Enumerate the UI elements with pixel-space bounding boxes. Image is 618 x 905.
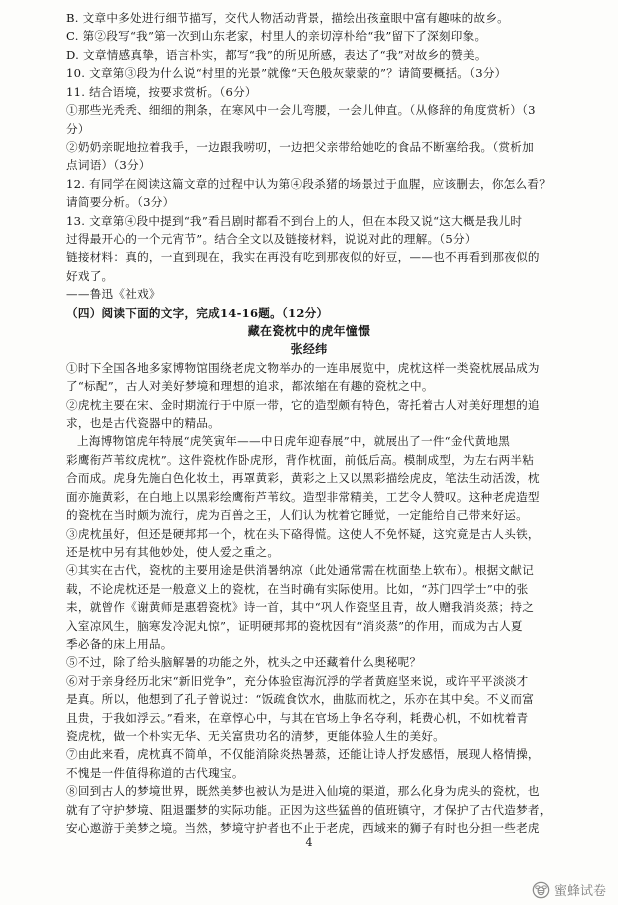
- text-line: 请简要分析。（3分）: [66, 195, 175, 210]
- text-line: 过得最开心的一个元宵节”。结合全文以及链接材料，说说对此的理解。（5分）: [66, 231, 477, 246]
- text-line: ①时下全国各地多家博物馆围绕老虎文物举办的一连串展览中，虎枕这样一类瓷枕展品成为: [66, 360, 540, 375]
- text-line: ②虎枕主要在宋、金时期流行于中原一带，它的造型颇有特色，寄托着古人对美好理想的追: [66, 397, 540, 412]
- text-line: 彩鹰衔芦苇纹虎枕”。这件瓷枕作卧虎形，背作枕面，前低后高。模制成型，为左右两半粘: [66, 452, 535, 467]
- text-line: B. 文章中多处进行细节描写，交代人物活动背景，描绘出孩童眼中富有趣味的故乡。: [66, 11, 510, 25]
- text-line: 面亦施黄彩，在白地上以黑彩绘鹰衔芦苇纹。造型非常精美，工艺令人赞叹。这种老虎造型: [66, 489, 540, 504]
- watermark-text: 蜜蜂试卷: [553, 884, 606, 899]
- text-line: （四）阅读下面的文字，完成14-16题。（12分）: [66, 305, 329, 320]
- text-line: 13. 文章第④段中提到“我”看吕剧时都看不到台上的人，但在本段又说“这大概是我儿时: [66, 213, 523, 228]
- text-line: ⑧回到古人的梦境世界，既然美梦也被认为是进入仙境的渠道，那么化身为虎头的瓷枕，也: [66, 784, 540, 799]
- text-line: ③虎枕虽好，但还是硬邦邦一个，枕在头下硌得慌。这使人不免怀疑，这究竟是古人头铁，: [66, 526, 540, 541]
- text-line: D. 文章情感真挚，语言朴实，都写“我”的所见所感，表达了“我”对故乡的赞美。: [66, 47, 487, 62]
- text-line: 还是枕中另有其他妙处，使人爱之重之。: [66, 544, 280, 559]
- text-line: ④其实在古代，瓷枕的主要用途是供消暑纳凉（此处通常需在枕面垫上软布）。根据文献记: [66, 563, 534, 578]
- text-line: 载，不论虎枕还是一般意义上的瓷枕，在当时确有实际使用。比如，“苏门四学士”中的张: [66, 581, 529, 596]
- text-line: 张经纬: [290, 342, 328, 357]
- text-line: 的瓷枕在当时颇为流行，虎为百兽之王，人们认为枕着它睡觉，一定能给自己带来好运。: [66, 508, 528, 522]
- text-line: 瓷虎枕，做一个朴实无华、无关富贵功名的清梦，更能体验人生的美好。: [66, 729, 446, 743]
- text-line: ⑥对于亲身经历北宋“新旧党争”，充分体验宦海沉浮的学者黄庭坚来说，或许平平淡淡才: [66, 673, 529, 688]
- text-line: 了“标配”，古人对美好梦境和理想的追求，都浓缩在有趣的瓷枕之中。: [66, 379, 434, 394]
- text-line: C. 第②段写“我”第一次到山东老家，村里人的亲切淳朴给“我”留下了深刻印象。: [66, 29, 487, 44]
- text-line: 耒，就曾作《谢黄师是惠碧瓷枕》诗一首，其中“巩人作瓷坚且青，故人赠我消炎蒸；持之: [66, 600, 535, 615]
- text-line: 藏在瓷枕中的虎年憧憬: [247, 324, 371, 338]
- text-line: 安心遨游于美梦之境。当然，梦境守护者也不止于老虎，西域来的狮子有时也分担一些老虎: [66, 821, 540, 835]
- text-line: 季必备的床上用品。: [66, 636, 173, 651]
- text-line: 是真。所以，他想到了孔子曾说过：“饭疏食饮水，曲肱而枕之，乐亦在其中矣。不义而富: [66, 692, 535, 707]
- text-line: ②奶奶亲昵地拉着我手，一边跟我唠叨，一边把父亲带给她吃的食品不断塞给我。（赏析加: [66, 139, 534, 154]
- text-line: 链接材料：真的，一直到现在，我实在再没有吃到那夜似的好豆，——也不再看到那夜似的: [66, 250, 540, 265]
- text-line: 点词语）（3分）: [66, 158, 151, 173]
- text-line: ⑦由此来看，虎枕真不简单，不仅能消除炎热暑蒸，还能让诗人抒发感悟，展现人格情操，: [66, 747, 540, 762]
- text-line: ⑤不过，除了给头脑解暑的功能之外，枕头之中还藏着什么奥秘呢？: [66, 655, 422, 670]
- text-line: ——鲁迅《社戏》: [66, 287, 161, 302]
- text-line: 分）: [66, 121, 90, 136]
- text-line: 合而成。虎身先施白色化妆土，再罩黄彩，黄彩之上又以黑彩描绘虎皮，笔法生动活泼，枕: [66, 471, 540, 486]
- text-line: 且贵，于我如浮云。”看来，在章惇心中，与其在官场上争名夺利，耗费心机，不如枕着青: [66, 710, 529, 725]
- text-line: ①那些光秃秃、细细的荆条，在寒风中一会儿弯腰，一会儿伸直。（从修辞的角度赏析）（3: [66, 103, 536, 117]
- watermark: [532, 880, 606, 899]
- text-line: 不愧是一件值得称道的古代瑰宝。: [66, 765, 244, 780]
- bee-logo-icon: [532, 881, 550, 899]
- text-line: 就有了守护梦境、阻退噩梦的实际功能。正因为这些猛兽的值班镇守，才保护了古代造梦者，: [66, 802, 552, 817]
- text-line: 11. 结合语境，按要求赏析。（6分）: [66, 84, 257, 99]
- text-line: 好戏了。: [66, 268, 114, 283]
- text-line: 上海博物馆虎年特展“虎笑寅年——中日虎年迎春展”中，就展出了一件“金代黄地黑: [77, 434, 511, 449]
- text-line: 入室凉风生，脑寒发冷泥丸惊”，证明硬邦邦的瓷枕因有“消炎蒸”的作用，而成为古人夏: [66, 618, 523, 633]
- page-number: 4: [305, 836, 313, 849]
- text-line: 求，也是古代瓷器中的精品。: [66, 416, 220, 430]
- text-line: 10. 文章第③段为什么说“村里的光景”就像“天色般灰蒙蒙的”？请简要概括。（3分）: [66, 66, 507, 81]
- text-line: 12. 有同学在阅读这篇文章的过程中认为第④段杀猪的场景过于血腥，应该删去，你怎么看？: [66, 176, 552, 191]
